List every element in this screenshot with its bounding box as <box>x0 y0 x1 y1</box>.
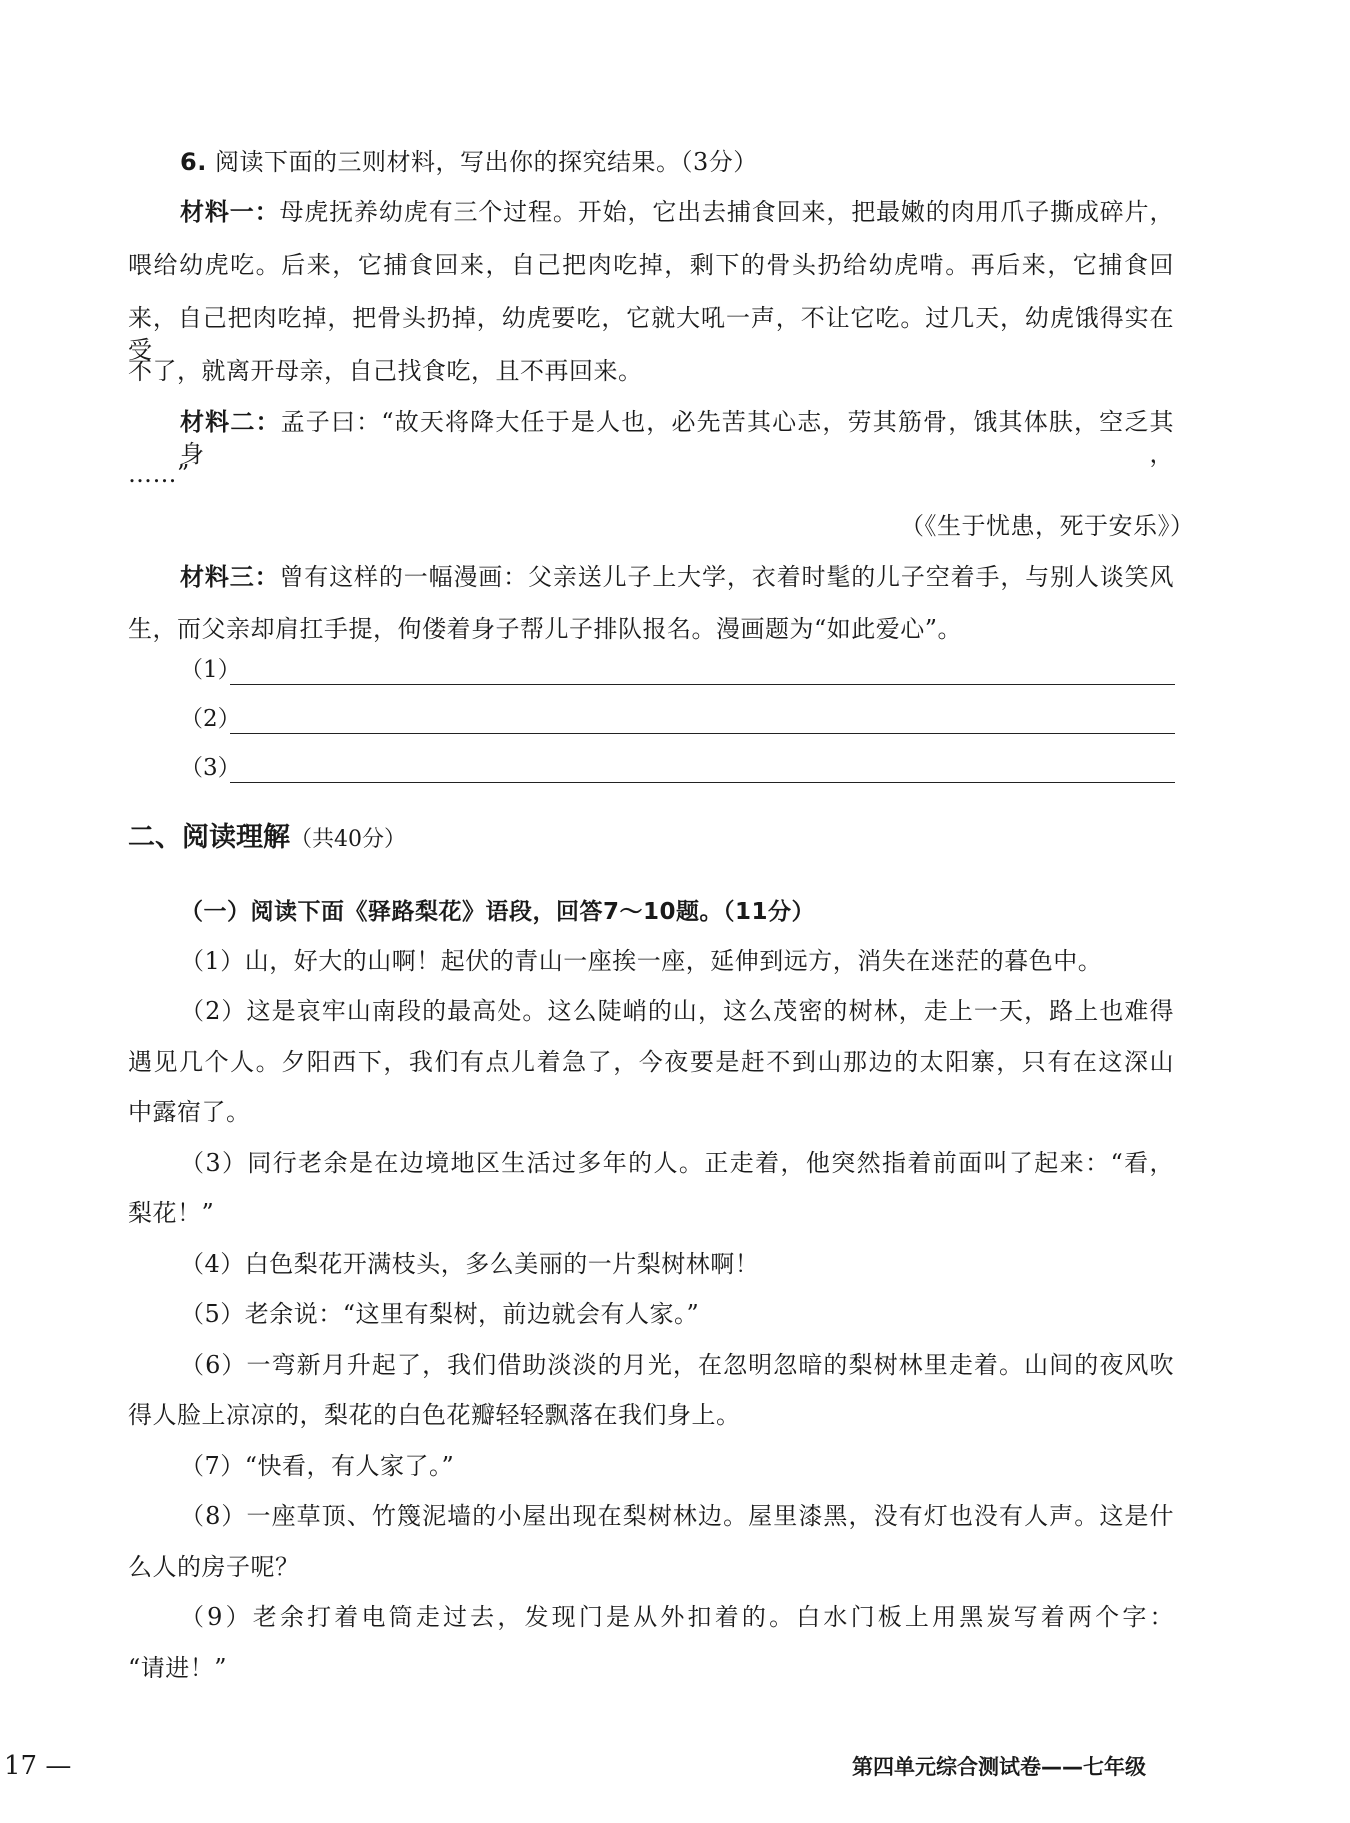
passage-paragraph-2-line-3: 中露宿了。 <box>128 1098 251 1126</box>
passage-paragraph-9-line-2: “请进！” <box>128 1654 228 1682</box>
material-1-label: 材料一： <box>180 198 280 226</box>
question-6-header <box>180 146 758 178</box>
answer-blank-1[interactable] <box>230 684 1175 685</box>
section-title-text: 二、阅读理解 <box>128 822 290 853</box>
answer-row-2 <box>180 703 1175 737</box>
answer-row-1 <box>180 654 1175 688</box>
material-1-line-4: 不了，就离开母亲，自己找食吃，且不再回来。 <box>128 357 643 385</box>
part-1-heading: （一）阅读下面《驿路梨花》语段，回答7～10题。（11分） <box>180 899 816 925</box>
material-1-line-1 <box>180 196 1174 228</box>
answer-blank-3[interactable] <box>230 782 1175 783</box>
material-1-line-3: 来，自己把肉吃掉，把骨头扔掉，幼虎要吃，它就大吼一声，不让它吃。过几天，幼虎饿得实在受 <box>128 304 1174 364</box>
test-name-footer: 第四单元综合测试卷——七年级 <box>852 1755 1146 1779</box>
material-3-text: 曾有这样的一幅漫画：父亲送儿子上大学，衣着时髦的儿子空着手，与别人谈笑风 <box>279 563 1174 591</box>
question-prompt: 阅读下面的三则材料，写出你的探究结果。（3分） <box>214 148 758 176</box>
passage-paragraph-8-line-2: 么人的房子呢？ <box>128 1553 300 1581</box>
section-subtitle: （共40分） <box>290 827 406 852</box>
passage-paragraph-9-line-1: （9）老余打着电筒走过去，发现门是从外扣着的。白水门板上用黑炭写着两个字： <box>180 1603 1174 1631</box>
answer-label-1: （1） <box>180 657 241 683</box>
material-1-text: 母虎抚养幼虎有三个过程。开始，它出去捕食回来，把最嫩的肉用爪子撕成碎片， <box>279 198 1174 226</box>
passage-paragraph-2-line-2: 遇见几个人。夕阳西下，我们有点儿着急了，今夜要是赶不到山那边的太阳寨，只有在这深山 <box>128 1048 1174 1076</box>
answer-label-2: （2） <box>180 706 241 732</box>
passage-paragraph-3-line-2: 梨花！” <box>128 1199 215 1227</box>
material-2-label: 材料二： <box>180 408 281 436</box>
passage-paragraph-2-line-1: （2）这是哀牢山南段的最高处。这么陡峭的山，这么茂密的树林，走上一天，路上也难得 <box>180 997 1174 1025</box>
material-1-line-2: 喂给幼虎吃。后来，它捕食回来，自己把肉吃掉，剩下的骨头扔给幼虎啃。再后来，它捕食回 <box>128 251 1174 279</box>
material-2-line-1 <box>180 406 1174 470</box>
passage-paragraph-6-line-2: 得人脸上凉凉的，梨花的白色花瓣轻轻飘落在我们身上。 <box>128 1401 741 1429</box>
material-3-line-1 <box>180 561 1174 593</box>
material-2-text: 孟子曰：“故天将降大任于是人也，必先苦其心志，劳其筋骨，饿其体肤，空乏其身， <box>180 408 1174 468</box>
page-number: 17 — <box>4 1751 72 1781</box>
answer-label-3: （3） <box>180 755 241 781</box>
answer-blank-2[interactable] <box>230 733 1175 734</box>
passage-paragraph-5: （5）老余说：“这里有梨树，前边就会有人家。” <box>180 1300 700 1328</box>
passage-paragraph-8-line-1: （8）一座草顶、竹篾泥墙的小屋出现在梨树林边。屋里漆黑，没有灯也没有人声。这是什 <box>180 1502 1174 1530</box>
material-2-source: （《生于忧患，死于安乐》） <box>900 512 1195 540</box>
question-number: 6. <box>180 148 207 176</box>
material-3-label: 材料三： <box>180 563 280 591</box>
material-3-line-2: 生，而父亲却肩扛手提，佝偻着身子帮儿子排队报名。漫画题为“如此爱心”。 <box>128 615 963 643</box>
answer-row-3 <box>180 752 1175 786</box>
passage-paragraph-7: （7）“快看，有人家了。” <box>180 1452 455 1480</box>
material-2-line-2: ……” <box>128 460 190 488</box>
section-2-title <box>128 821 406 857</box>
passage-paragraph-3-line-1: （3）同行老余是在边境地区生活过多年的人。正走着，他突然指着前面叫了起来：“看， <box>180 1149 1174 1177</box>
passage-paragraph-4: （4）白色梨花开满枝头，多么美丽的一片梨树林啊！ <box>180 1250 760 1278</box>
passage-paragraph-1: （1）山，好大的山啊！起伏的青山一座挨一座，延伸到远方，消失在迷茫的暮色中。 <box>180 947 1103 975</box>
passage-paragraph-6-line-1: （6）一弯新月升起了，我们借助淡淡的月光，在忽明忽暗的梨树林里走着。山间的夜风吹 <box>180 1351 1174 1379</box>
